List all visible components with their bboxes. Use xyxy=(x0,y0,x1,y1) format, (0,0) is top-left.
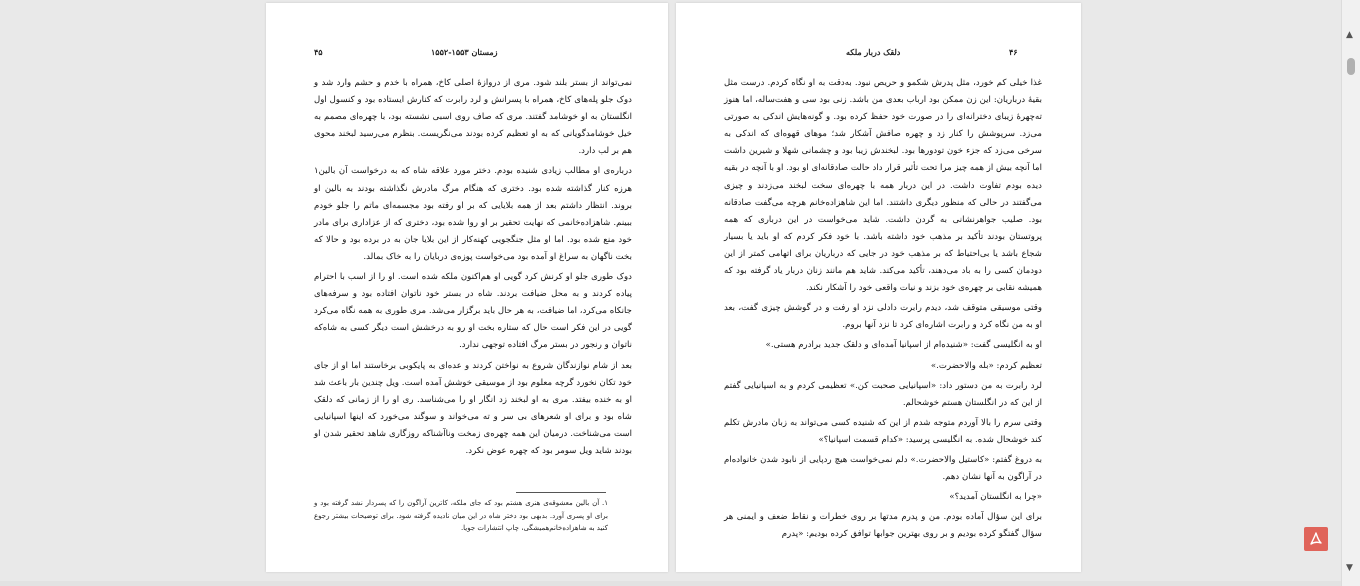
footnote: ۱. آن بالین معشوقه‌ی هنری هشتم بود که جای ملکه، کاترین آراگون را که پسردار نشد گرفته بود و برای او پسری آورد. بدبهی بود دختر شاه در این میان نادیده گرفته شود. برای توضیحات بیشتر رجوع کنید به شاهزاده‌خانم‌همیشگی، چاپ انتشارات جویا. xyxy=(314,499,608,532)
page-46 xyxy=(676,3,1081,572)
scroll-thumb[interactable] xyxy=(1347,58,1355,75)
pdf-icon[interactable] xyxy=(1304,527,1328,551)
page-body xyxy=(314,75,632,463)
paragraph: غذا خیلی کم خورد، مثل پدرش شکمو و حریص نبود. به‌دقت به او نگاه کردم. درست مثل بقیهٔ درباریان: این زن ممکن بود ارباب بعدی من باشد. زنی بود سی و هفت‌ساله، اما هنوز ته‌چهرهٔ زیبای دخترانه‌ای را در صورت خود حفظ کرده بود. و گونه‌هایش اندکی به صورتی می‌زد. سرپوشش را کنار زد و چهره صافش آشکار شد؛ موهای قهوه‌ای که اندکی به سرخی می‌زد که جزء خون تودورها بود. لبخندش زیبا بود و چشمانی شهلا و شیرین داشت اما آنچه بیش از همه چیز مرا تحت تأثیر قرار داد حالت صادقانه‌ای او بود. او با آنچه در بقیه دیده بودم تفاوت داشت. در این دربار همه با چهره‌ای سخت لبخند می‌زدند و چیزی می‌گفتند در حالی که منظور دیگری داشتند. اما این شاهزاده‌خانم هرچه می‌گفت صادقانه بود. صلیب جواهرنشانی به گردن داشت. شاید می‌خواست در این درباری که همه پروتستان بودند تأکید بر مذهب خود داشته باشد. با خود فکر کردم که او باید یا بسیار شجاع باشد یا بی‌احتیاط که بر مذهب خود در جایی که درباریان برای اتهامی کمتر از این دودمان کسی را به باد می‌دهند، تأکید می‌کند. شاید هم مانند زنان دربار یاد گرفته بود که همیشه نقابی بر چهره‌ی خود بزند و نیات واقعی خود را آشکار نکند. xyxy=(724,78,1042,294)
paragraph: «چرا به انگلستان آمدید؟» xyxy=(949,492,1042,503)
paragraph: نمی‌تواند از بستر بلند شود. مری از دروازهٔ اصلی کاخ، همراه با خدم و حشم وارد شد و دوک جلو پله‌های کاخ، همراه با پسرانش و لرد رابرت که کنارش ایستاده بود و کنسول اول انگلستان به او خوشامد گفتند. مری که صاف روی اسبی نشسته بود، با چهره‌ای مصمم به خیل خوشامدگویانی که به او تعظیم کرده بودند می‌نگریست. بنظرم می‌رسید لبخند محوی هم بر لب دارد. xyxy=(314,78,632,157)
page-45 xyxy=(266,3,668,572)
paragraph: دوک طوری جلو او کرنش کرد گویی او هم‌اکنون ملکه شده است. او را از اسب با احترام پیاده کردند و به محل ضیافت بردند. شاه در بستر خود ناتوان افتاده بود و سرفه‌های جانکاه می‌کرد، اما ضیافت، به هر حال باید برگزار می‌شد. مری طوری به همه نگاه می‌کرد گویی در این فکر است حال که ستاره بخت او رو به درخشش است دیگر کسی به شاه‌که ناتوان و رنجور در بستر مرگ افتاده توجهی ندارد. xyxy=(314,272,632,351)
horizontal-scrollbar[interactable] xyxy=(0,581,1342,586)
paragraph: برای این سؤال آماده بودم. من و پدرم مدتها بر روی خطرات و نقاط ضعف و ایمنی هر سؤال گفتگو کرده بودیم و بر روی بهترین جوابها توافق کرده بودیم: «پدرم xyxy=(724,512,1042,540)
page-body xyxy=(724,75,1042,546)
paragraph: بعد از شام نوازندگان شروع به نواختن کردند و عده‌ای به پایکوبی برخاستند اما او از جای خود تکان نخورد گرچه معلوم بود از موسیقی خوشش آمده است. ویل چندین بار باعث شد او به خنده بیفتد. مری به او لبخند زد انگار او را می‌شناسد. ری او را از زمانی که دلقک شاه بود و برای او شعرهای بی سر و ته می‌خواند و سوگند می‌خورد که اینها اسپانیایی است می‌شناخت. درمیان این همه چهره‌ی زمخت وناآشناکه روزگاری شاهد تحقیر شدن او بودند شاید ویل سومر بود که چهره عوض نکرد. xyxy=(314,360,632,456)
acrobat-glyph xyxy=(1308,531,1324,547)
running-head: زمستان ۱۵۵۳-۱۵۵۲ xyxy=(431,47,498,57)
paragraph: به دروغ گفتم: «کاستیل والاحضرت.» دلم نمی‌خواست هیچ ردپایی از نابود شدن خانواده‌ام در آراگون به آنها نشان دهم. xyxy=(724,454,1042,483)
scroll-down-icon[interactable]: ▼ xyxy=(1346,563,1353,573)
paragraph: درباره‌ی او مطالب زیادی شنیده بودم. دختر مورد علاقه شاه که به درخواست آن بالین۱ هرزه کنار گذاشته شده بود. دختری که هنگام مرگ مادرش نگذاشته بودند به بالین او بروند. انتظار داشتم بعد از همه بلایایی که بر او رفته بود مجسمه‌ای ماتم را جلو خودم ببینم. شاهزاده‌خانمی که نهایت تحقیر بر او روا شده بود، دختری که از عزاداری برای مادر خود منع شده بود. اما او مثل جنگجویی کهنه‌کار از این بلایا جان به در برده بود و حالا که بخت ناگهان به سراغ او آمده بود می‌خواست پوزه‌ی دربایان را به خاک بمالد. xyxy=(314,166,632,262)
paragraph: تعظیم کردم: «بله والاحضرت.» xyxy=(930,360,1042,371)
scroll-up-icon[interactable]: ▲ xyxy=(1346,30,1353,40)
paragraph: او به انگلیسی گفت: «شنیده‌ام از اسپانیا آمده‌ای و دلقک جدید برادرم هستی.» xyxy=(765,340,1042,351)
paragraph: لرد رابرت به من دستور داد: «اسپانیایی صحبت کن.» تعظیمی کردم و به اسپانیایی گفتم از این که در انگلستان هستم خوشحالم. xyxy=(724,380,1042,408)
page-number: ۴۵ xyxy=(314,47,323,57)
paragraph: وقتی سرم را بالا آوردم متوجه شدم از این که شنیده کسی می‌تواند به زبان مادرش تکلم کند خوشحال شده. به انگلیسی پرسید: «کدام قسمت اسپانیا؟» xyxy=(724,417,1043,445)
page-number: ۴۶ xyxy=(1009,47,1018,57)
paragraph: وقتی موسیقی متوقف شد، دیدم رابرت دادلی نزد او رفت و در گوشش چیزی گفت، بعد او به من نگاه کرد و رابرت اشاره‌ای کرد تا نزد آنها بروم. xyxy=(724,303,1042,331)
footnote-divider xyxy=(516,492,606,493)
running-head: دلقک دربار ملکه xyxy=(846,47,901,57)
vertical-scrollbar[interactable] xyxy=(1341,0,1360,586)
